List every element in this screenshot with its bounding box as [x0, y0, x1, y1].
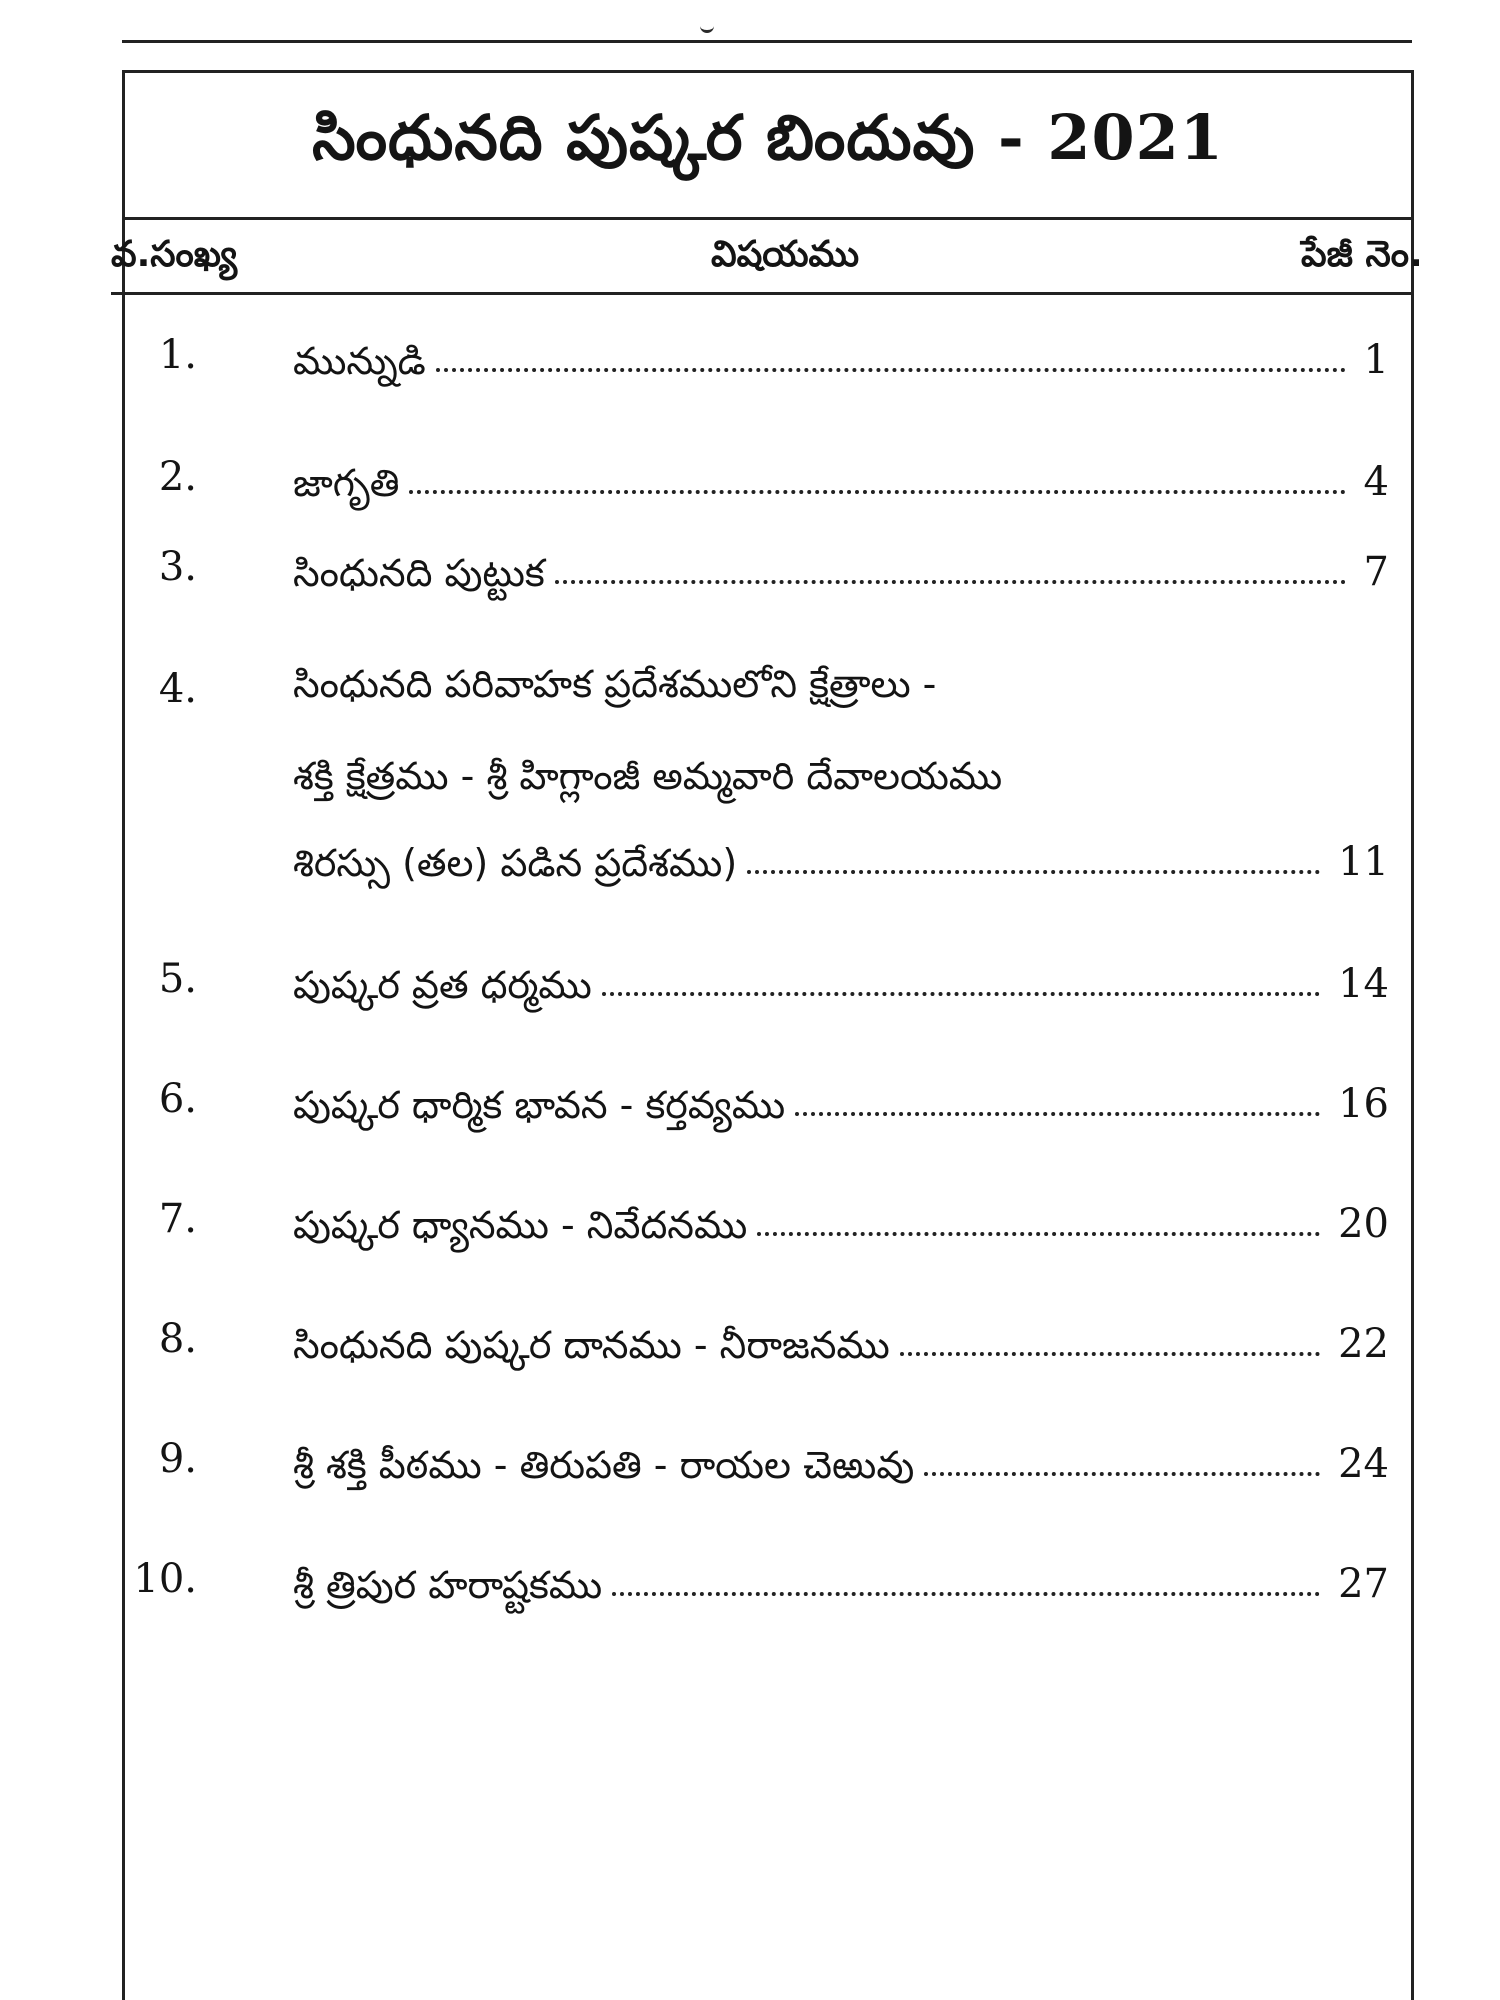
- entry-title: శ్రీ శక్తి పీఠము - తిరుపతి - రాయల చెఱువు: [293, 1442, 915, 1487]
- dot-leader: [924, 1472, 1320, 1476]
- entry-page: 22: [1338, 1321, 1389, 1367]
- subject-header: విషయము: [711, 234, 860, 275]
- entry-number: 1.: [158, 332, 197, 378]
- entry-line: [293, 326, 1389, 386]
- toc-entry-6[interactable]: [0, 1070, 1500, 1130]
- dot-leader: [747, 870, 1320, 874]
- entry-number: 4.: [158, 666, 197, 712]
- entry-number: 5.: [158, 956, 197, 1002]
- entry-page: 7: [1363, 549, 1389, 595]
- toc-entry-1[interactable]: [0, 326, 1500, 386]
- entry-line: [293, 828, 1389, 888]
- entry-line: [293, 1550, 1389, 1610]
- entry-line: [293, 448, 1389, 508]
- entry-page: 4: [1363, 459, 1389, 505]
- dot-leader: [602, 992, 1320, 996]
- entry-title-line: సింధునది పరివాహక ప్రదేశములోని క్షేత్రాలు -: [293, 662, 937, 706]
- dot-leader: [612, 1592, 1320, 1596]
- toc-entry-7[interactable]: [0, 1190, 1500, 1250]
- entry-title-line: శక్తి క్షేత్రము - శ్రీ హిగ్లాంజీ అమ్మవారి దేవాలయము: [293, 754, 1003, 798]
- entry-page: 14: [1338, 961, 1389, 1007]
- toc-entry-3[interactable]: [0, 538, 1500, 598]
- entry-number: 9.: [158, 1436, 197, 1482]
- entry-title: పుష్కర ధ్యానము - నివేదనము: [293, 1202, 748, 1247]
- toc-entry-10[interactable]: [0, 1550, 1500, 1610]
- entry-title: జాగృతి: [293, 460, 400, 505]
- toc-entry-5[interactable]: [0, 950, 1500, 1010]
- dot-leader: [436, 368, 1346, 372]
- dot-leader: [555, 580, 1346, 584]
- toc-entry-2[interactable]: [0, 448, 1500, 508]
- entry-number: 7.: [158, 1196, 197, 1242]
- entry-number: 8.: [158, 1316, 197, 1362]
- entry-page: 27: [1338, 1561, 1389, 1607]
- entry-number: 2.: [158, 454, 197, 500]
- page-title: సింధునది పుష్కర బిందువు - 2021: [125, 73, 1411, 220]
- entry-title: పుష్కర వ్రత ధర్మము: [293, 962, 592, 1007]
- entry-line: [293, 1190, 1389, 1250]
- entry-title: సింధునది పుష్కర దానము - నీరాజనము: [293, 1322, 890, 1367]
- entry-title: శ్రీ త్రిపుర హరాష్టకము: [293, 1562, 603, 1607]
- dot-leader: [409, 490, 1345, 494]
- entry-page: 24: [1338, 1441, 1389, 1487]
- toc-entry-8[interactable]: [0, 1310, 1500, 1370]
- dot-leader: [795, 1112, 1320, 1116]
- serial-number-header: వ.సంఖ్య: [111, 234, 238, 275]
- entry-title: సింధునది పుట్టుక: [293, 550, 545, 595]
- entry-title: మున్నుడి: [293, 338, 426, 383]
- toc-entry-4[interactable]: [0, 660, 1500, 885]
- entry-line: [293, 538, 1389, 598]
- entry-number: 3.: [158, 544, 197, 590]
- entry-line: [293, 1070, 1389, 1130]
- page-number-header: పేజీ నెం.: [1301, 234, 1423, 275]
- entry-line: [293, 1310, 1389, 1370]
- entry-page: 1: [1363, 337, 1389, 383]
- entry-line: [293, 1430, 1389, 1490]
- entry-number: 10.: [133, 1556, 197, 1602]
- entry-page: 16: [1338, 1081, 1389, 1127]
- entry-page: 11: [1338, 839, 1389, 885]
- entry-title: శిరస్సు (తల) పడిన ప్రదేశము): [293, 840, 738, 885]
- entry-number: 6.: [158, 1076, 197, 1122]
- toc-entry-9[interactable]: [0, 1430, 1500, 1490]
- dot-leader: [900, 1352, 1320, 1356]
- dot-leader: [757, 1232, 1320, 1236]
- entry-title: పుష్కర ధార్మిక భావన - కర్తవ్యము: [293, 1082, 786, 1127]
- entry-page: 20: [1338, 1201, 1389, 1247]
- entry-line: [293, 950, 1389, 1010]
